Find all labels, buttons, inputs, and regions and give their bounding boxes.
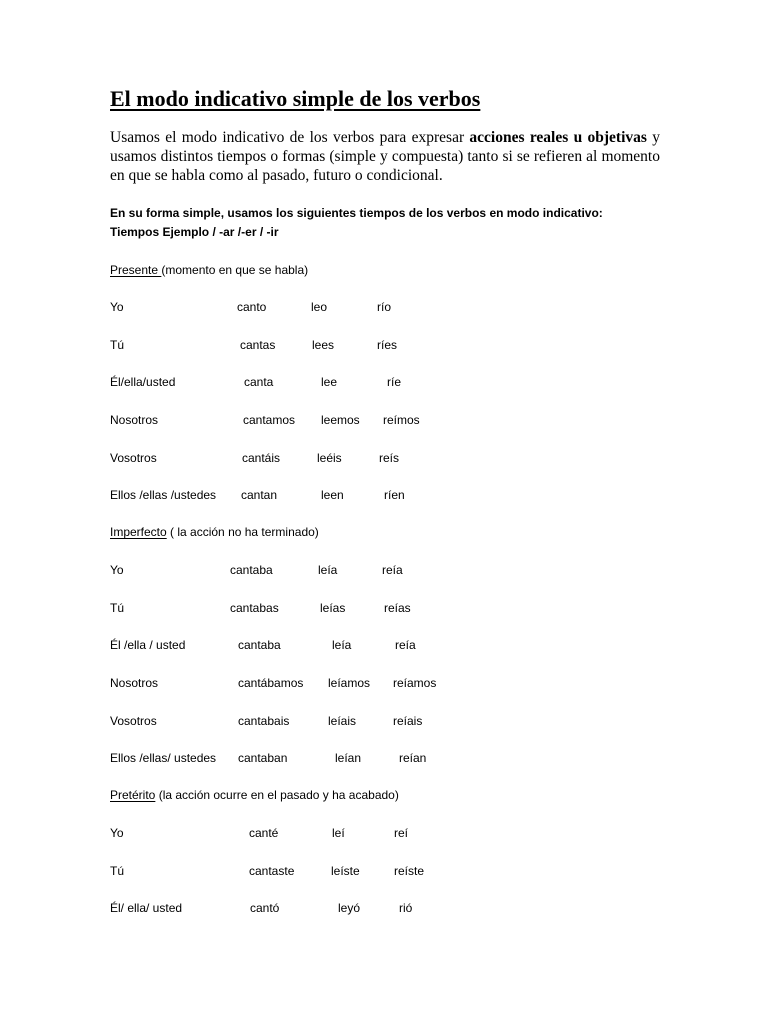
ir-form: ríe [387,375,402,389]
ar-form: cantó [250,901,280,915]
pronoun: Él/ella/usted [110,375,176,389]
table-row [0,676,768,692]
subtitle: En su forma simple, usamos los siguientes tiempos de los verbos en modo indicativo: [110,206,603,220]
section-heading [110,263,308,277]
ar-form: cantaban [238,751,288,765]
document-title: El modo indicativo simple de los verbos [110,86,481,111]
ar-form: cantáis [242,451,281,465]
table-row [0,601,768,617]
table-row [0,714,768,730]
ar-form: cantan [241,488,278,502]
pronoun: Nosotros [110,676,159,690]
pronoun: Nosotros [110,413,159,427]
table-row [0,338,768,354]
table-row [0,563,768,579]
ir-form: rió [399,901,413,915]
ir-form: ríes [377,338,398,352]
tense-name: Pretérito [110,788,156,802]
ar-form: cantábamos [238,676,304,690]
ar-form: canto [237,300,267,314]
ir-form: reía [395,638,416,652]
ir-form: reíste [394,864,425,878]
er-form: lee [321,375,338,389]
ir-form: reímos [383,413,420,427]
er-form: leen [321,488,344,502]
intro-line-2: usamos distintos tiempos o formas (simple y compuesta) tanto si se refieren al momento [110,148,660,165]
er-form: leéis [317,451,342,465]
ar-form: cantamos [243,413,296,427]
pronoun: Tú [110,864,125,878]
tense-name: Imperfecto [110,525,167,539]
pronoun: Tú [110,601,125,615]
pronoun: Yo [110,563,124,577]
pronoun: Él /ella / usted [110,638,186,652]
pronoun: Ellos /ellas/ ustedes [110,751,217,765]
er-form: leían [335,751,362,765]
table-row [0,638,768,654]
pronoun: Ellos /ellas /ustedes [110,488,217,502]
er-form: leía [332,638,352,652]
intro-paragraph [110,128,660,185]
tense-description: (la acción ocurre en el pasado y ha acabado) [155,788,399,802]
er-form: leíamos [328,676,371,690]
ar-form: cantas [240,338,276,352]
er-form: leí [332,826,345,840]
table-row [0,488,768,504]
er-form: lees [312,338,335,352]
ar-form: cantaba [230,563,273,577]
ar-form: canté [249,826,279,840]
ar-form: canta [244,375,274,389]
columns-header: Tiempos Ejemplo / -ar /-er / -ir [110,225,279,239]
pronoun: Yo [110,300,124,314]
er-form: leía [318,563,338,577]
pronoun: Él/ ella/ usted [110,901,183,915]
er-form: leemos [321,413,360,427]
ir-form: reía [382,563,403,577]
table-row [0,901,768,917]
intro-bold-text: acciones reales u objetivas [469,129,647,146]
ir-form: reíais [393,714,423,728]
ir-form: río [377,300,392,314]
ir-form: reían [399,751,427,765]
er-form: leyó [338,901,361,915]
section-heading [110,788,399,802]
pronoun: Yo [110,826,124,840]
ar-form: cantaba [238,638,281,652]
ar-form: cantabais [238,714,290,728]
intro-text: Usamos el modo indicativo de los verbos para expresar [110,129,470,146]
table-row [0,413,768,429]
ir-form: reís [379,451,400,465]
table-row [0,451,768,467]
table-row [0,864,768,880]
table-row [0,375,768,391]
tense-name: Presente [110,263,162,277]
table-row [0,751,768,767]
intro-text: y [646,129,660,146]
section-heading [110,525,319,539]
ir-form: reíamos [393,676,437,690]
ar-form: cantaste [249,864,295,878]
intro-line-1 [110,128,660,147]
tense-description: (momento en que se habla) [161,263,309,277]
pronoun: Vosotros [110,451,157,465]
er-form: leo [311,300,328,314]
er-form: leíais [328,714,357,728]
intro-line-3: en que se habla como al pasado, futuro o condicional. [110,167,443,184]
pronoun: Tú [110,338,125,352]
tense-description: ( la acción no ha terminado) [166,525,319,539]
pronoun: Vosotros [110,714,157,728]
er-form: leías [320,601,346,615]
table-row [0,300,768,316]
er-form: leíste [331,864,360,878]
ir-form: reí [394,826,409,840]
ir-form: ríen [384,488,405,502]
table-row [0,826,768,842]
ar-form: cantabas [230,601,279,615]
ir-form: reías [384,601,411,615]
